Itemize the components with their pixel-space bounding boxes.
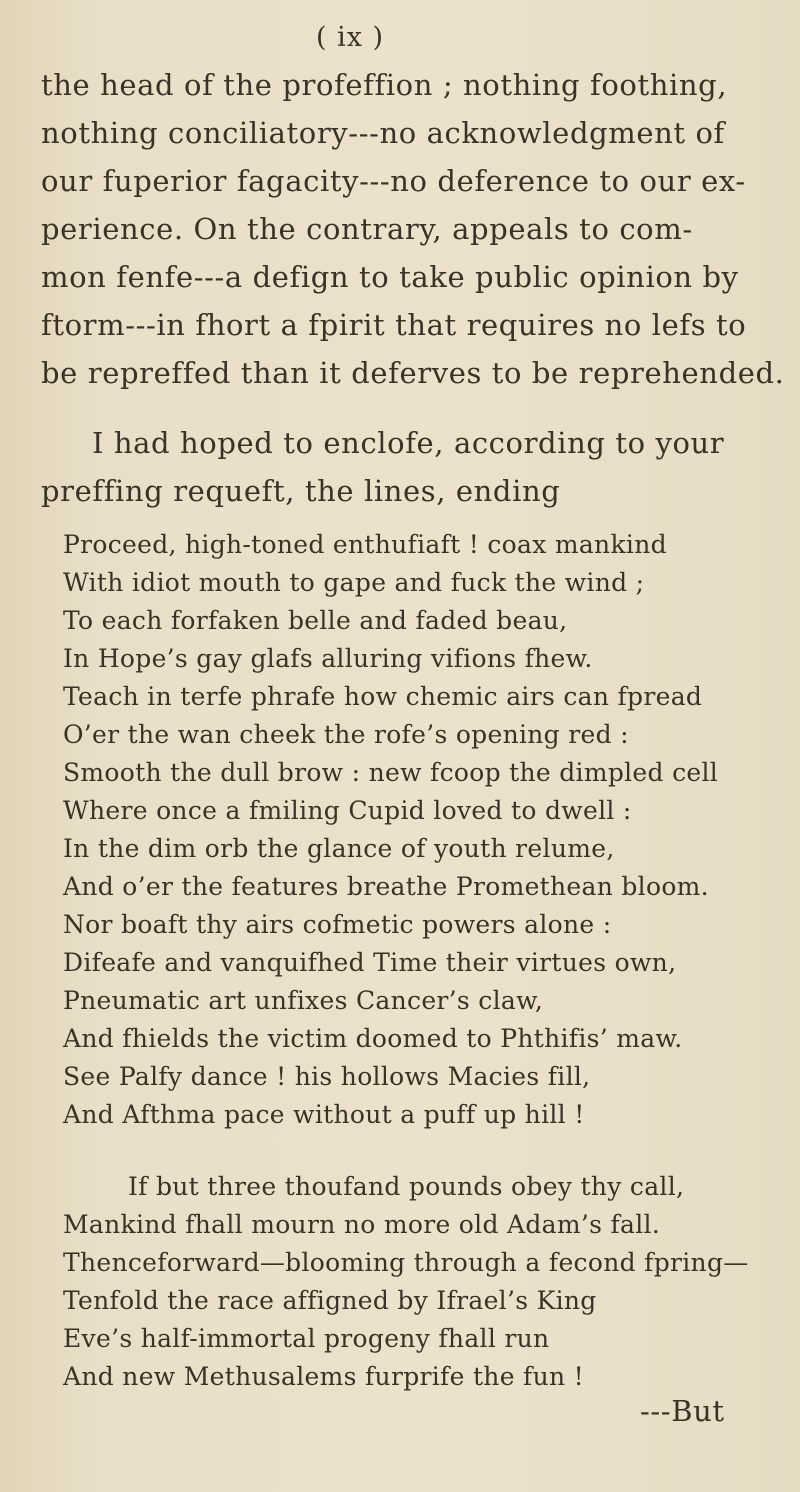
prose-line: our fuperior fagacity---no deference to our ex- — [41, 164, 746, 198]
verse-line: And new Methusalems furprife the fun ! — [63, 1362, 584, 1391]
verse-line: Nor boaft thy airs cofmetic powers alone : — [63, 910, 612, 939]
verse-line: With idiot mouth to gape and fuck the wind ; — [63, 568, 645, 597]
prose-line: be repreffed than it deferves to be reprehended. — [41, 356, 785, 390]
verse-line: Mankind fhall mourn no more old Adam’s fall. — [63, 1210, 661, 1239]
prose-line: I had hoped to enclofe, according to your — [92, 426, 725, 460]
prose-line: ftorm---in fhort a fpirit that requires no lefs to — [41, 308, 747, 342]
prose-line: preffing requeft, the lines, ending — [41, 474, 561, 508]
verse-line: Pneumatic art unfixes Cancer’s claw, — [63, 986, 544, 1015]
verse-line: See Palfy dance ! his hollows Macies fill, — [63, 1062, 591, 1091]
verse-line: Eve’s half-immortal progeny fhall run — [63, 1324, 550, 1353]
verse-line: And Afthma pace without a puff up hill ! — [63, 1100, 585, 1129]
verse-line: Smooth the dull brow : new fcoop the dimpled cell — [63, 758, 719, 787]
verse-line: O’er the wan cheek the rofe’s opening red : — [63, 720, 629, 749]
page-number: ( ix ) — [316, 22, 385, 53]
prose-line: perience. On the contrary, appeals to com- — [41, 212, 693, 246]
verse-line: In Hope’s gay glafs alluring vifions fhew. — [63, 644, 593, 673]
verse-line: And fhields the victim doomed to Phthifis’ maw. — [63, 1024, 683, 1053]
catchword: ---But — [640, 1394, 725, 1428]
verse-line: Proceed, high-toned enthufiaft ! coax mankind — [63, 530, 667, 559]
verse-line: And o’er the features breathe Promethean bloom. — [63, 872, 709, 901]
verse-line: To each forfaken belle and faded beau, — [63, 606, 568, 635]
verse-line: Tenfold the race affigned by Ifrael’s King — [63, 1286, 597, 1315]
prose-line: nothing conciliatory---no acknowledgment of — [41, 116, 725, 150]
verse-line: If but three thoufand pounds obey thy call, — [128, 1172, 685, 1201]
verse-line: Teach in terfe phrafe how chemic airs can fpread — [63, 682, 703, 711]
prose-line: the head of the profeffion ; nothing foothing, — [41, 68, 728, 102]
prose-line: mon fenfe---a defign to take public opinion by — [41, 260, 739, 294]
verse-line: Thenceforward—blooming through a fecond fpring— — [63, 1248, 749, 1277]
verse-line: Difeafe and vanquifhed Time their virtues own, — [63, 948, 677, 977]
verse-line: In the dim orb the glance of youth relume, — [63, 834, 615, 863]
verse-line: Where once a fmiling Cupid loved to dwell : — [63, 796, 632, 825]
